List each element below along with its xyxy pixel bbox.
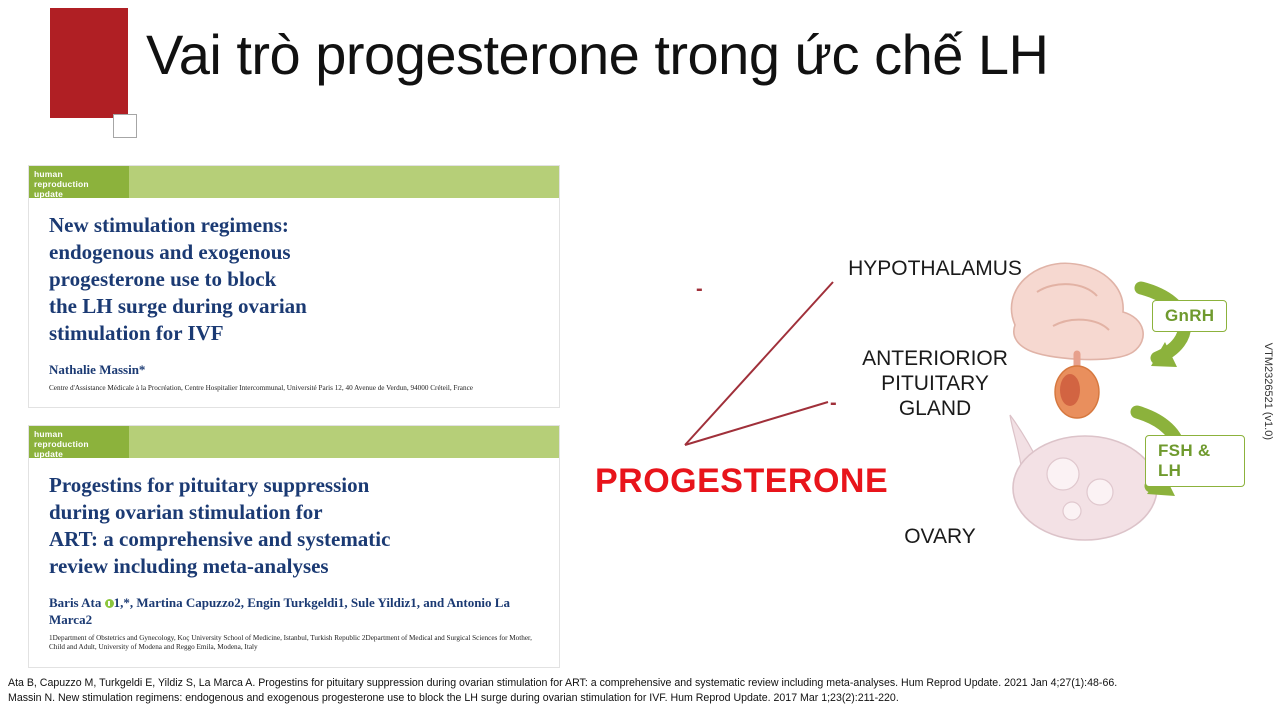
journal-banner-bar [129, 426, 559, 458]
brain-illustration [1011, 263, 1143, 418]
journal-banner [29, 426, 559, 458]
journal-authors-pre: Baris Ata [49, 595, 105, 610]
journal-title-line: review including meta-analyses [49, 554, 329, 578]
journal-title-line: the LH surge during ovarian [49, 294, 307, 318]
document-code: VTM2326521 (v1.0) [1262, 342, 1274, 440]
label-hypothalamus: HYPOTHALAMUS [848, 257, 1022, 280]
journal-authors-post: 1,*, Martina Capuzzo2, Engin Turkgeldi1, Sule Yildiz1, and Antonio La Marca2 [49, 595, 510, 627]
journal-authors [49, 594, 541, 628]
journal-title [49, 212, 541, 347]
page-title: Vai trò progesterone trong ức chế LH [146, 23, 1049, 86]
reference-footer [8, 676, 1238, 706]
label-ovary: OVARY [904, 525, 976, 548]
journal-title-line: during ovarian stimulation for [49, 500, 323, 524]
journal-title-line: ART: a comprehensive and systematic [49, 527, 391, 551]
label-progesterone: PROGESTERONE [595, 462, 889, 500]
journal-body [29, 198, 559, 407]
journal-title-line: endogenous and exogenous [49, 240, 291, 264]
journal-banner-line3: update [34, 449, 64, 459]
journal-banner-bar [129, 166, 559, 198]
journal-banner-logo [29, 166, 129, 198]
journal-banner-line3: update [34, 189, 64, 199]
journal-banner-line1: human [34, 429, 63, 439]
label-pituitary-line1: ANTERIORIOR [862, 347, 1008, 370]
title-accent-box [50, 8, 128, 118]
tag-fsh-lh: FSH & LH [1145, 435, 1245, 487]
ovary-illustration [1010, 415, 1157, 540]
journal-card-2 [28, 425, 560, 668]
inhibition-mark-icon: - [830, 392, 837, 414]
hpo-axis-diagram [585, 230, 1245, 590]
journal-title-line: Progestins for pituitary suppression [49, 473, 370, 497]
journal-affiliation: Centre d'Assistance Médicale à la Procréation, Centre Hospitalier Intercommunal, Université Paris 12, 40 Avenue de Verdun, 94000 Créteil, France [49, 384, 473, 392]
journal-banner [29, 166, 559, 198]
journal-card-1 [28, 165, 560, 408]
journal-title [49, 472, 541, 580]
reference-line-1: Ata B, Capuzzo M, Turkgeldi E, Yildiz S, La Marca A. Progestins for pituitary suppression during ovarian stimulation for ART: a comprehensive and systematic review including meta-analyses. Hum Reprod Update. 2021 Jan 4;27(1):48-66. [8, 677, 1118, 689]
inhibition-mark-icon: - [696, 278, 703, 300]
label-pituitary-line2: PITUITARY [881, 372, 989, 395]
journal-affiliation: 1Department of Obstetrics and Gynecology, Koç University School of Medicine, Istanbul, Turkish Republic 2Department of Medical and Surgical Sciences for Mother, Child and Adult, University of Modena and Reggo Emila, Modena, Italy [49, 634, 532, 652]
journal-body [29, 458, 559, 667]
journal-banner-line1: human [34, 169, 63, 179]
reference-line-2: Massin N. New stimulation regimens: endogenous and exogenous progesterone use to block the LH surge during ovarian stimulation for IVF. Hum Reprod Update. 2017 Mar 1;23(2):211-220. [8, 692, 899, 704]
journal-title-line: progesterone use to block [49, 267, 277, 291]
journal-banner-line2: reproduction [34, 179, 89, 189]
title-accent-outline [113, 114, 137, 138]
tag-gnrh: GnRH [1152, 300, 1227, 332]
label-pituitary-line3: GLAND [898, 397, 972, 420]
journal-banner-line2: reproduction [34, 439, 89, 449]
journal-authors: Nathalie Massin* [49, 362, 146, 377]
journal-banner-logo [29, 426, 129, 458]
journal-title-line: New stimulation regimens: [49, 213, 289, 237]
label-anterior-pituitary-gland [840, 346, 1030, 421]
orcid-icon [105, 599, 114, 608]
inhibition-lines [685, 278, 833, 445]
journal-title-line: stimulation for IVF [49, 321, 224, 345]
